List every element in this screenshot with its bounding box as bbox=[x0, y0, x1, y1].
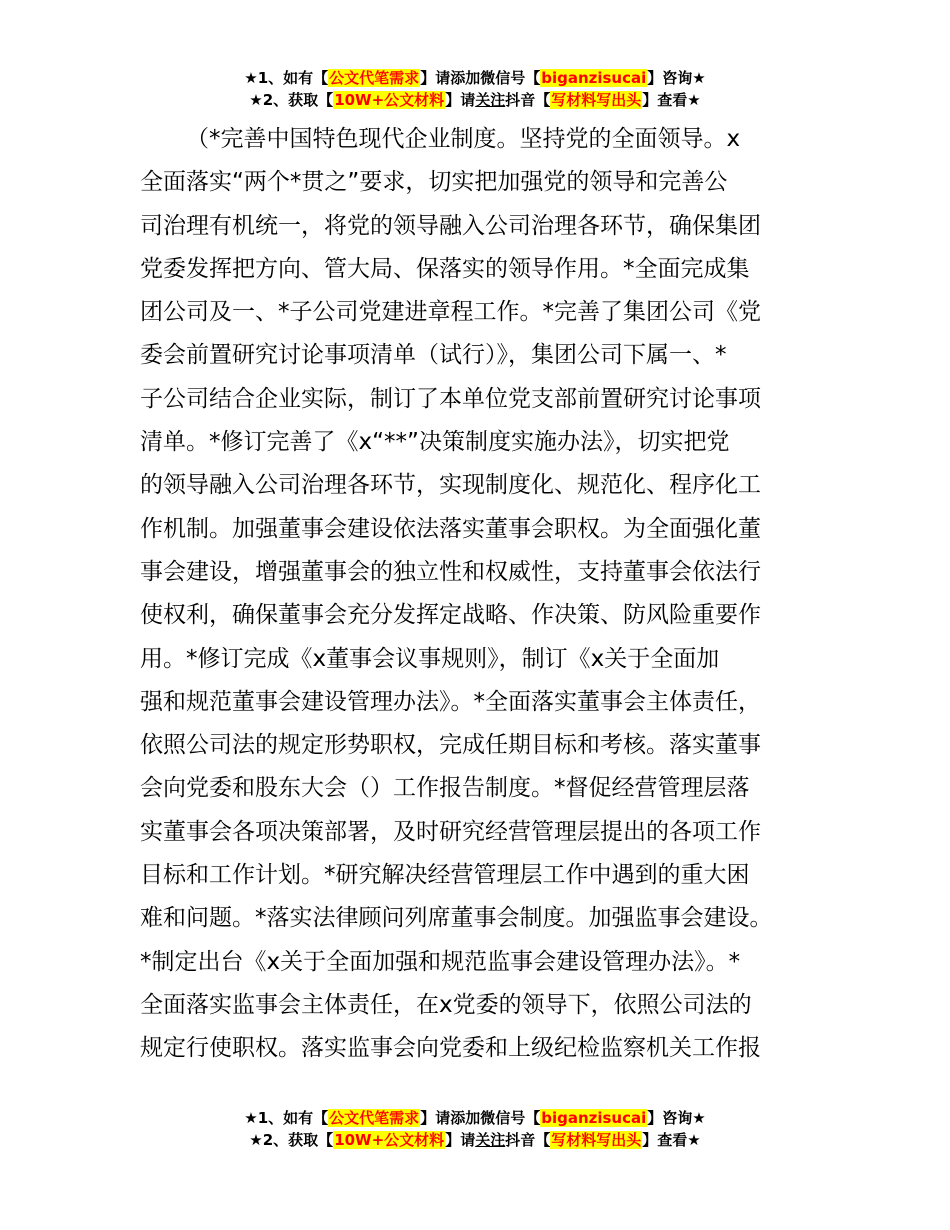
banner-text: 】查看★ bbox=[642, 1131, 701, 1149]
body-line: 事会建设，增强董事会的独立性和权威性，支持董事会依法行 bbox=[140, 558, 761, 585]
banner-line-2 bbox=[0, 89, 950, 111]
highlight-douyin: 写材料写出头 bbox=[551, 1131, 642, 1149]
body-line: *制定出台《x关于全面加强和规范监事会建设管理办法》。* bbox=[140, 948, 741, 975]
body-line: 作机制。加强董事会建设依法落实董事会职权。为全面强化董 bbox=[140, 515, 761, 542]
underlined-follow: 关注 bbox=[475, 1131, 506, 1149]
highlight-ghostwriting: 公文代笔需求 bbox=[329, 1109, 420, 1127]
banner-line-1 bbox=[0, 1107, 950, 1129]
banner-text: 】请 bbox=[445, 1131, 476, 1149]
banner-text: 抖音【 bbox=[505, 1131, 551, 1149]
body-line: 用。*修订完成《x董事会议事规则》，制订《x关于全面加 bbox=[140, 645, 720, 672]
banner-text: ★2、获取【 bbox=[249, 91, 334, 109]
banner-text: ★1、如有【 bbox=[244, 1109, 329, 1127]
document-body bbox=[140, 118, 825, 1071]
banner-line-2 bbox=[0, 1129, 950, 1151]
body-line: （*完善中国特色现代企业制度。坚持党的全面领导。x bbox=[186, 126, 741, 152]
banner-text: ★1、如有【 bbox=[244, 69, 329, 87]
banner-text: 】查看★ bbox=[642, 91, 701, 109]
banner-text: 】请 bbox=[445, 91, 476, 109]
body-line: 的领导融入公司治理各环节，实现制度化、规范化、程序化工 bbox=[140, 472, 761, 499]
body-line: 团公司及一、*子公司党建进章程工作。*完善了集团公司《党 bbox=[140, 299, 761, 326]
highlight-wechat-id: biganzisucai bbox=[541, 1109, 647, 1127]
highlight-ghostwriting: 公文代笔需求 bbox=[329, 69, 420, 87]
body-line: 使权利，确保董事会充分发挥定战略、作决策、防风险重要作 bbox=[140, 602, 761, 629]
body-line: 实董事会各项决策部署，及时研究经营管理层提出的各项工作 bbox=[140, 818, 761, 845]
underlined-follow: 关注 bbox=[475, 91, 506, 109]
body-line: 依照公司法的规定形势职权，完成任期目标和考核。落实董事 bbox=[140, 732, 761, 759]
body-line: 规定行使职权。落实监事会向党委和上级纪检监察机关工作报 bbox=[140, 1035, 761, 1062]
body-line: 全面落实监事会主体责任，在x党委的领导下，依照公司法的 bbox=[140, 991, 752, 1018]
highlight-douyin: 写材料写出头 bbox=[551, 91, 642, 109]
body-line: 强和规范董事会建设管理办法》。*全面落实董事会主体责任， bbox=[140, 688, 761, 715]
body-line: 党委发挥把方向、管大局、保落实的领导作用。*全面完成集 bbox=[140, 255, 750, 282]
banner-text: ★2、获取【 bbox=[249, 1131, 334, 1149]
banner-line-1 bbox=[0, 67, 950, 89]
body-line: 目标和工作计划。*研究解决经营管理层工作中遇到的重大困 bbox=[140, 862, 750, 889]
body-line: 子公司结合企业实际，制订了本单位党支部前置研究讨论事项 bbox=[140, 385, 761, 412]
banner-text: 】咨询★ bbox=[647, 1109, 706, 1127]
footer-banner bbox=[0, 1107, 950, 1151]
highlight-materials: 10W+公文材料 bbox=[334, 91, 445, 109]
header-banner bbox=[0, 67, 950, 111]
body-line: 会向党委和股东大会（）工作报告制度。*督促经营管理层落 bbox=[140, 775, 750, 802]
banner-text: 】咨询★ bbox=[647, 69, 706, 87]
banner-text: 】请添加微信号【 bbox=[420, 1109, 541, 1127]
body-line: 委会前置研究讨论事项清单（试行）》，集团公司下属一、* bbox=[140, 342, 727, 369]
body-line: 清单。*修订完善了《x“**”决策制度实施办法》，切实把党 bbox=[140, 429, 730, 456]
body-line: 司治理有机统一，将党的领导融入公司治理各环节，确保集团 bbox=[140, 212, 761, 239]
body-line: 全面落实“两个*贯之”要求，切实把加强党的领导和完善公 bbox=[140, 169, 728, 196]
body-line: 难和问题。*落实法律顾问列席董事会制度。加强监事会建设。 bbox=[140, 905, 773, 932]
banner-text: 】请添加微信号【 bbox=[420, 69, 541, 87]
banner-text: 抖音【 bbox=[505, 91, 551, 109]
highlight-wechat-id: biganzisucai bbox=[541, 69, 647, 87]
highlight-materials: 10W+公文材料 bbox=[334, 1131, 445, 1149]
